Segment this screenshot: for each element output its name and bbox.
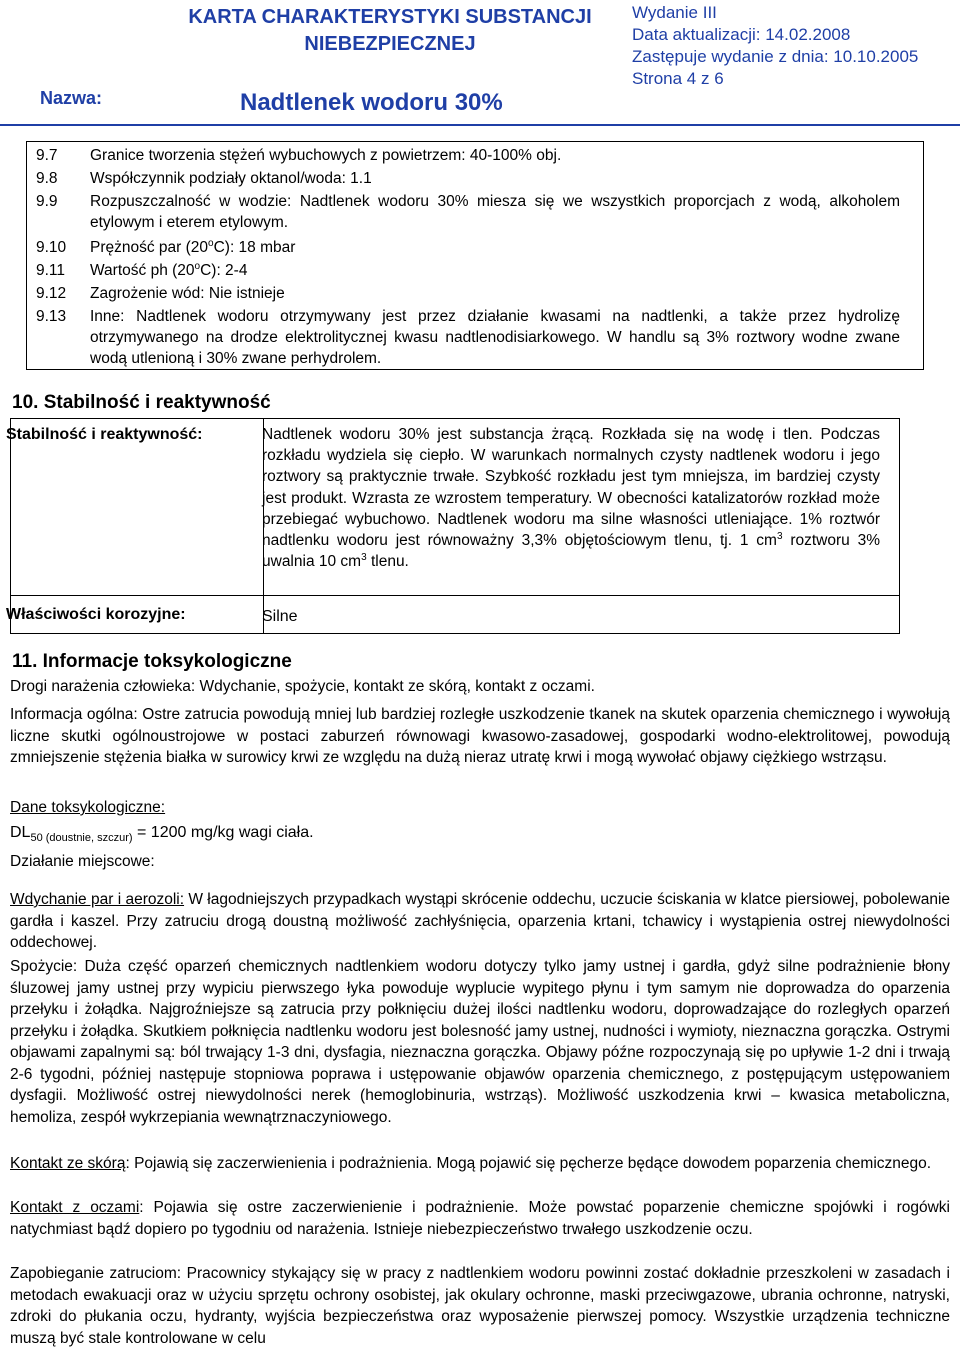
edition-info — [632, 2, 918, 90]
title-line-2: NIEBEZPIECZNEJ — [304, 33, 476, 55]
item-text: Prężność par (20$^o$C): 18 mbar — [90, 237, 296, 256]
stability-label: Stabilność i reaktywność: — [6, 426, 203, 443]
item-number: 9.12 — [36, 285, 67, 302]
title-line-1: KARTA CHARAKTERYSTYKI SUBSTANCJI — [188, 6, 592, 28]
exposure-routes: Drogi narażenia człowieka: Wdychanie, spożycie, kontakt ze skórą, kontakt z oczami. — [10, 678, 595, 695]
item-number: 9.13 — [36, 308, 67, 325]
header-divider — [0, 124, 960, 126]
section-10-heading: 10. Stabilność i reaktywność — [12, 392, 271, 413]
edition: Wydanie III — [632, 3, 717, 22]
item-text: Inne: Nadtlenek wodoru otrzymywany jest przez działanie kwasami na nadtlenki, a także przez hydrolizę otrzymywanego na drodze elektrolitycznej kwasu nadtlenodisiarkowego. W handlu są 3% roztwory wodne zwane wodą utlenioną i 30% zwane perhydrolem. — [90, 308, 900, 367]
ld50-value: $DL_{50 (doustnie, szczur)} = 1200$ mg/kg wagi ciała. — [10, 824, 314, 845]
item-text: Współczynnik podziały oktanol/woda: 1.1 — [90, 170, 372, 187]
document-title — [160, 4, 620, 58]
eye-contact-paragraph: Kontakt z oczami: Pojawia się ostre zaczerwienienie i podrażnienie. Może powstać poparzenie chemiczne spojówki i rogówki natychmiast bądź dopiero po tygodniu od narażenia. Istnieje niebezpieczeństwo trwałego uszkodzenie oczu. — [10, 1199, 950, 1238]
item-number: 9.11 — [36, 262, 66, 279]
stability-text: Nadtlenek wodoru 30% jest substancja żrącą. Rozkłada się na wodę i tlen. Podczas rozkładu wydziela się ciepło. W warunkach normalnych czysty nadtlenek wodoru i jego roztwory są praktycznie trwałe. Szybkość rozkładu jest tym mniejsza, im bardziej czysty jest produkt. Wzrasta ze wzrostem temperatury. W obecności katalizatorów rozkład może przebiegać wybuchowo. Nadtlenek wodoru ma silne własności utleniające. 1% roztwór nadtlenku wodoru jest równoważny 3,3% objętościowym tlenu, tj. 1 $cm^3$ roztworu 3% uwalnia 10 $cm^3$ tlenu. — [262, 426, 880, 571]
item-text: Zagrożenie wód: Nie istnieje — [90, 285, 285, 302]
item-number: 9.8 — [36, 170, 58, 187]
inhalation-paragraph: Wdychanie par i aerozoli: W łagodniejszych przypadkach wystąpi skrócenie oddechu, uczucie ściskania w klatce piersiowej, pobolewanie gardła i kaszel. Przy zatruciu drogą doustną możliwość zachłyśnięcia, oparzenia krtani, tchawicy i wystąpienia ostrej niewydolności oddechowej. — [10, 891, 951, 951]
corrosive-value: Silne — [262, 608, 298, 625]
tox-data-heading: Dane toksykologiczne: — [10, 799, 166, 816]
corrosive-label: Właściwości korozyjne: — [6, 606, 186, 623]
item-number: 9.9 — [36, 193, 58, 210]
skin-contact-paragraph: Kontakt ze skórą: Pojawią się zaczerwienienia i podrażnienia. Mogą pojawić się pęcherze będące dowodem poparzenia chemicznego. — [10, 1155, 932, 1172]
prevention-paragraph: Zapobieganie zatruciom: Pracownicy stykający się w pracy z nadtlenkiem wodoru powinni zostać dokładnie przeszkoleni w zasadach i metodach ewakuacji oraz w użyciu sprzętu ochrony osobistej, jak okulary ochronne, maski przeciwgazowe, ubrania ochronne, natryski, zdroki do płukania oczu, hydranty, wyjścia bezpieczeństwa oraz wyposażenie pierwszej pomocy. Wszystkie urządzenia techniczne muszą być stale kontrolowane w celu — [10, 1265, 950, 1347]
ingestion-paragraph: Spożycie: Duża część oparzeń chemicznych nadtlenkiem wodoru dotyczy tylko jamy ustnej i gardła, gdyż silne podrażnienie błony śluzowej jamy ustnej przy wypiciu pierwszego łyka powoduje wyplucie wypitego płynu i tym samym nie doprowadza do oparzenia przełyku i żołądka. Najgroźniejsze są zatrucia przy połknięciu dużej ilości nadtlenku wodoru, doprowadzające do rozległych oparzeń przełyku i żołądka. Skutkiem połknięcia nadtlenku wodoru jest bolesność jamy ustnej, nudności i wymioty, nieznaczna gorączka. Ostrymi objawami zapalnymi są: ból trwający 1-3 dni, dysfagia, nieznaczna gorączka. Objawy późne rozpoczynają się po upływie 1-2 dni i trwają 2-6 tygodni, później następuje stopniowa poprawa i ustępowanie objawów oparzenia chemicznego, z postępującym ustępowaniem dysfagii. Możliwość ostrej niewydolności nerek (hemoglobinuria, wstrząs). Możliwość uszkodzenia krwi – kwasica metaboliczna, hemoliza, zespół wykrzepiania wewnątrznaczyniowego. — [10, 958, 950, 1126]
item-text: Granice tworzenia stężeń wybuchowych z powietrzem: 40-100% obj. — [90, 147, 562, 164]
local-effects-heading: Działanie miejscowe: — [10, 853, 155, 870]
item-number: 9.10 — [36, 239, 67, 256]
general-info: Informacja ogólna: Ostre zatrucia powodują mniej lub bardziej rozległe uszkodzenie tkanek na skutek oparzenia chemicznego i wywołują liczne skutki ogólnoustrojowe w postaci zaburzeń równowagi kwasowo-zasadowej, gospodarki wodno-elektrolitowej, powodują zmniejszenie stężenia białka w surowicy krwi ze względu na dużą nieraz utratę krwi i mogą wywołać objawy ciężkiego wstrząsu. — [10, 706, 950, 766]
item-text: Wartość ph (20$^o$C): 2-4 — [90, 260, 248, 279]
table-row-divider — [11, 595, 899, 596]
item-number: 9.7 — [36, 147, 58, 164]
update-date: Data aktualizacji: 14.02.2008 — [632, 25, 851, 44]
section-11-heading: 11. Informacje toksykologiczne — [12, 651, 292, 672]
substance-name: Nadtlenek wodoru 30% — [240, 89, 503, 116]
page-number: Strona 4 z 6 — [632, 69, 724, 88]
replaces-edition: Zastępuje wydanie z dnia: 10.10.2005 — [632, 47, 919, 66]
item-text: Rozpuszczalność w wodzie: Nadtlenek wodoru 30% miesza się we wszystkich proporcjach z wodą, alkoholem etylowym i eterem etylowym. — [90, 193, 900, 231]
name-label: Nazwa: — [40, 88, 103, 108]
